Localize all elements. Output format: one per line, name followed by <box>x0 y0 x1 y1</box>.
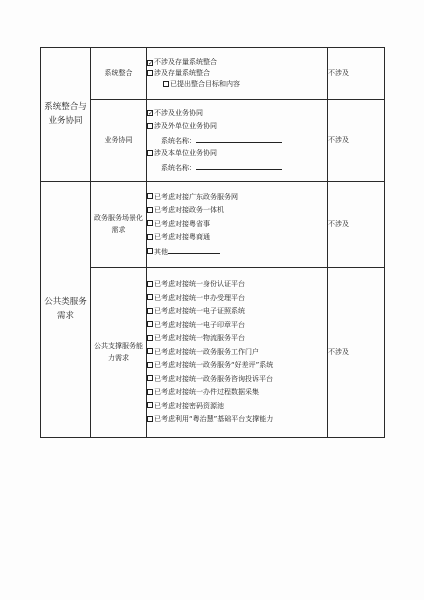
checkbox-icon[interactable] <box>147 362 153 368</box>
option-label: 不涉及存量系统整合 <box>154 58 217 66</box>
system-name-field[interactable] <box>196 161 282 170</box>
checkbox-icon[interactable] <box>147 70 153 76</box>
checkbox-icon[interactable] <box>147 150 153 156</box>
category-label: 系统整合与业务协同 <box>44 101 87 126</box>
checkbox-icon[interactable] <box>147 402 153 408</box>
option-row[interactable] <box>147 386 327 400</box>
subcategory-label: 系统整合 <box>104 68 133 77</box>
option-label: 涉及存量系统整合 <box>154 69 210 77</box>
checkbox-icon[interactable] <box>147 207 153 213</box>
checked-box-icon[interactable]: ✓ <box>148 110 154 118</box>
row-support-capability <box>41 268 385 438</box>
checkbox-icon[interactable] <box>147 335 153 341</box>
option-row[interactable] <box>147 413 327 427</box>
checkbox-icon[interactable] <box>147 308 153 314</box>
system-name-field[interactable] <box>196 134 282 143</box>
option-row[interactable] <box>147 278 327 292</box>
option-row[interactable] <box>147 292 327 306</box>
subcategory-label: 公共支撑服务能力需求 <box>94 341 143 362</box>
option-label: 涉及外单位业务协同 <box>154 122 217 131</box>
checkbox-icon[interactable] <box>147 248 153 254</box>
option-label: 已提出整合目标和内容 <box>170 80 240 88</box>
system-name-row <box>147 134 327 148</box>
option-row[interactable] <box>147 218 327 232</box>
checkbox-icon[interactable] <box>147 416 153 422</box>
result-support-capability <box>328 268 385 438</box>
option-label: 已考虑利用“粤治慧”基础平台支撑能力 <box>154 415 274 424</box>
system-name-label: 系统名称： <box>161 163 196 172</box>
option-label: 其他 <box>154 247 168 256</box>
option-row[interactable] <box>147 191 327 205</box>
system-name-label: 系统名称： <box>161 136 196 145</box>
checked-box-icon[interactable]: ✓ <box>148 59 154 67</box>
options-business-collaboration <box>147 100 328 182</box>
result-label: 不涉及 <box>328 69 349 78</box>
option-row[interactable] <box>147 319 327 333</box>
checkbox-icon[interactable] <box>147 389 153 395</box>
option-label: 已考虑对接统一政务服务咨询投诉平台 <box>154 374 273 383</box>
checkbox-icon[interactable] <box>163 81 169 87</box>
subcategory-system-integration <box>91 48 147 100</box>
result-system-integration <box>328 48 385 100</box>
option-row[interactable] <box>147 373 327 387</box>
requirements-form-table <box>40 47 385 438</box>
option-label: 不涉及业务协同 <box>154 108 203 117</box>
checkbox-icon[interactable] <box>147 193 153 199</box>
option-row[interactable] <box>147 120 327 134</box>
option-label: 已考虑对接统一办件过程数据采集 <box>154 388 259 397</box>
option-label: 已考虑对接广东政务服务网 <box>154 192 238 201</box>
option-label: 已考虑对接统一电子印章平台 <box>154 320 245 329</box>
option-row[interactable] <box>147 204 327 218</box>
option-label: 已考虑对接政务一体机 <box>154 206 224 215</box>
row-business-collaboration <box>41 100 385 182</box>
checkbox-icon[interactable] <box>147 294 153 300</box>
option-label: 已考虑对接统一政务服务“好差评”系统 <box>154 361 274 370</box>
checkbox-icon[interactable] <box>147 321 153 327</box>
subcategory-label: 业务协同 <box>104 135 133 144</box>
option-label: 已考虑对接统一政务服务工作门户 <box>154 347 259 356</box>
checkbox-icon[interactable] <box>147 220 153 226</box>
option-label: 已考虑对接统一物流服务平台 <box>154 334 245 343</box>
result-scenario-needs <box>328 182 385 268</box>
options-scenario-needs <box>147 182 328 268</box>
checkbox-icon[interactable] <box>147 348 153 354</box>
category-public-services <box>41 182 91 438</box>
option-row[interactable] <box>147 346 327 360</box>
option-label: 已考虑对接密码资源池 <box>154 401 224 410</box>
row-scenario-needs <box>41 182 385 268</box>
category-integration-collaboration <box>41 48 91 182</box>
result-label: 不涉及 <box>328 136 349 145</box>
option-row[interactable] <box>147 400 327 414</box>
checkbox-icon[interactable] <box>147 123 153 129</box>
checkbox-icon[interactable] <box>147 281 153 287</box>
option-label: 已考虑对接粤商通 <box>154 233 210 242</box>
option-label: 涉及本单位业务协同 <box>154 149 217 158</box>
options-system-integration <box>147 48 328 100</box>
category-label: 公共类服务需求 <box>44 296 87 321</box>
option-label: 已考虑对接统一电子证照系统 <box>154 307 245 316</box>
result-label: 不涉及 <box>328 348 349 357</box>
option-row[interactable] <box>147 305 327 319</box>
option-row[interactable] <box>147 68 327 79</box>
result-business-collaboration <box>328 100 385 182</box>
checkbox-icon[interactable] <box>147 375 153 381</box>
option-row[interactable] <box>147 359 327 373</box>
option-row[interactable] <box>147 107 327 121</box>
option-row[interactable] <box>147 57 327 68</box>
subcategory-support-capability <box>91 268 147 438</box>
other-field[interactable] <box>168 245 220 254</box>
row-system-integration <box>41 48 385 100</box>
option-label: 已考虑对接粤省事 <box>154 219 210 228</box>
subcategory-label: 政务服务场景化需求 <box>94 213 143 234</box>
options-support-capability <box>147 268 328 438</box>
option-row[interactable] <box>147 79 327 90</box>
subcategory-scenario-needs <box>91 182 147 268</box>
option-row[interactable] <box>147 147 327 161</box>
option-row[interactable] <box>147 245 327 259</box>
option-row[interactable] <box>147 332 327 346</box>
subcategory-business-collaboration <box>91 100 147 182</box>
option-label: 已考虑对接统一身份认证平台 <box>154 280 245 289</box>
system-name-row <box>147 161 327 175</box>
option-label: 已考虑对接统一申办受理平台 <box>154 293 245 302</box>
result-label: 不涉及 <box>328 220 349 229</box>
option-row[interactable] <box>147 231 327 245</box>
checkbox-icon[interactable] <box>147 234 153 240</box>
